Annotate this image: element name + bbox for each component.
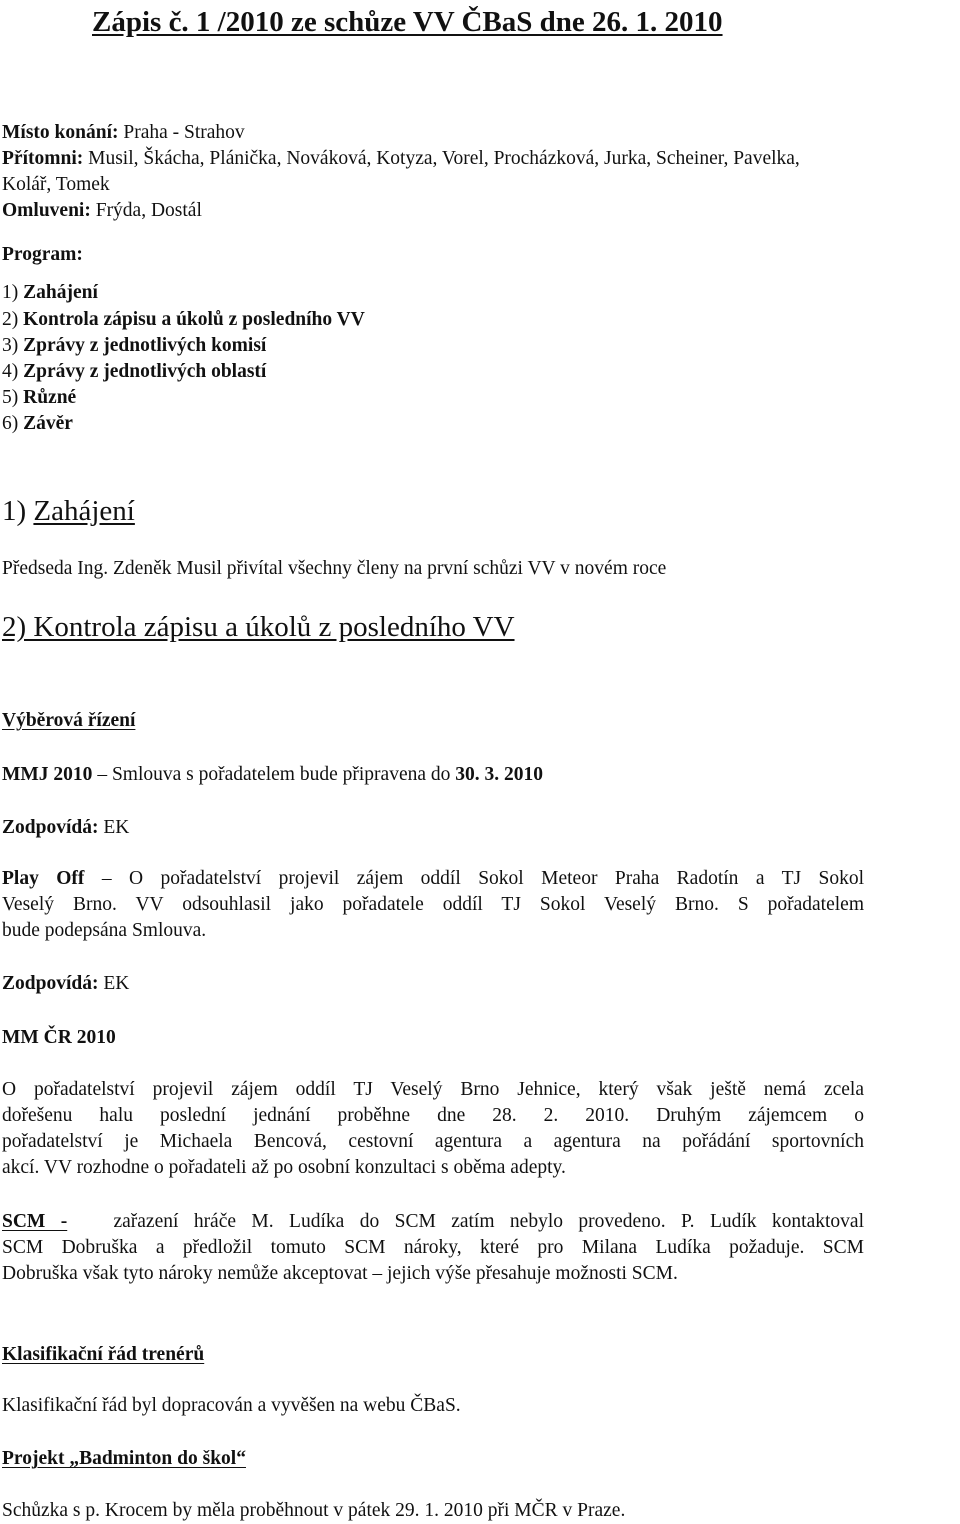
projekt-text: Schůzka s p. Krocem by měla proběhnout v pátek 29. 1. 2010 při MČR v Praze. xyxy=(2,1500,626,1521)
subheading-vyberova-rizeni: Výběrová řízení xyxy=(2,710,136,731)
program-item xyxy=(2,307,365,333)
mmcr-line-3: pořadatelství je Michaela Bencová, cestovní agentura a agentura na pořádání sportovních xyxy=(2,1131,864,1152)
program-item-text: Zprávy z jednotlivých oblastí xyxy=(23,361,267,382)
section-2-heading: 2) Kontrola zápisu a úkolů z posledního VV xyxy=(2,611,515,643)
mmj-date: 30. 3. 2010 xyxy=(455,764,544,785)
playoff-line-3: bude podepsána Smlouva. xyxy=(2,920,207,941)
document-title: Zápis č. 1 /2010 ze schůze VV ČBaS dne 26. 1. 2010 xyxy=(92,6,723,38)
playoff-line-1 xyxy=(2,866,864,892)
mmj-label: MMJ 2010 xyxy=(2,764,93,785)
program-item-num: 5) xyxy=(2,387,19,408)
responsible-line xyxy=(2,815,129,841)
mmcr-line-2: dořešenu halu poslední jednání proběhne dne 28. 2. 2010. Druhým zájemcem o xyxy=(2,1105,864,1126)
klasifikacni-rad-heading: Klasifikační řád trenérů xyxy=(2,1344,205,1365)
program-item xyxy=(2,280,98,306)
section-1-text: Předseda Ing. Zdeněk Musil přivítal všechny členy na první schůzi VV v novém roce xyxy=(2,558,667,579)
program-item xyxy=(2,333,266,359)
program-item-num: 6) xyxy=(2,413,19,434)
scm-text: zařazení hráče M. Ludíka do SCM zatím nebylo provedeno. P. Ludík kontaktoval xyxy=(113,1211,864,1232)
present-label: Přítomni: xyxy=(2,148,84,169)
playoff-text: – O pořadatelství projevil zájem oddíl Sokol Meteor Praha Radotín a TJ Sokol xyxy=(84,868,864,889)
scm-line-3: Dobruška však tyto nároky nemůže akceptovat – jejich výše přesahuje možnosti SCM. xyxy=(2,1263,678,1284)
present-line-cont: Kolář, Tomek xyxy=(2,174,110,195)
program-item xyxy=(2,385,76,411)
program-item-num: 2) xyxy=(2,309,19,330)
place-line xyxy=(2,120,245,146)
mmcr-line-4: akcí. VV rozhodne o pořadateli až po osobní konzultaci s oběma adepty. xyxy=(2,1157,566,1178)
mmcr-heading: MM ČR 2010 xyxy=(2,1027,116,1048)
place-value: Praha - Strahov xyxy=(118,122,245,143)
playoff-line-2: Veselý Brno. VV odsouhlasil jako pořadatele oddíl TJ Sokol Veselý Brno. S pořadatelem xyxy=(2,894,864,915)
program-item-text: Závěr xyxy=(23,413,73,434)
mmj-text: – Smlouva s pořadatelem bude připravena do xyxy=(92,764,456,785)
scm-label: SCM - xyxy=(2,1211,68,1232)
mmcr-line-1: O pořadatelství projevil zájem oddíl TJ Veselý Brno Jehnice, který však ještě nemá zcela xyxy=(2,1079,864,1100)
program-item-num: 4) xyxy=(2,361,19,382)
excused-value: Frýda, Dostál xyxy=(90,200,202,221)
mmj-line xyxy=(2,762,543,788)
present-value: Musil, Škácha, Plánička, Nováková, Kotyza, Vorel, Procházková, Jurka, Scheiner, Pavelka, xyxy=(83,148,800,169)
program-item-text: Kontrola zápisu a úkolů z posledního VV xyxy=(23,309,365,330)
responsible-value: EK xyxy=(98,973,130,994)
scm-line-2: SCM Dobruška a předložil tomuto SCM nároky, které pro Milana Ludíka požaduje. SCM xyxy=(2,1237,864,1258)
responsible-value: EK xyxy=(98,817,130,838)
program-item-text: Zahájení xyxy=(23,282,98,303)
program-item-text: Různé xyxy=(23,387,77,408)
program-item xyxy=(2,411,73,437)
excused-line xyxy=(2,198,202,224)
section-1-title: Zahájení xyxy=(33,495,135,527)
projekt-heading: Projekt „Badminton do škol“ xyxy=(2,1448,246,1469)
scm-line-1 xyxy=(2,1209,864,1235)
playoff-label: Play Off xyxy=(2,868,85,889)
place-label: Místo konání: xyxy=(2,122,119,143)
responsible-line xyxy=(2,971,129,997)
excused-label: Omluveni: xyxy=(2,200,91,221)
section-1-heading xyxy=(2,493,135,529)
program-item-num: 3) xyxy=(2,335,19,356)
responsible-label: Zodpovídá: xyxy=(2,973,99,994)
program-label: Program: xyxy=(2,244,83,265)
program-item-text: Zprávy z jednotlivých komisí xyxy=(23,335,267,356)
responsible-label: Zodpovídá: xyxy=(2,817,99,838)
present-line xyxy=(2,146,800,172)
section-1-number: 1) xyxy=(2,495,34,527)
program-item xyxy=(2,359,266,385)
program-item-num: 1) xyxy=(2,282,19,303)
klasifikacni-rad-text: Klasifikační řád byl dopracován a vyvěšen na webu ČBaS. xyxy=(2,1395,461,1416)
